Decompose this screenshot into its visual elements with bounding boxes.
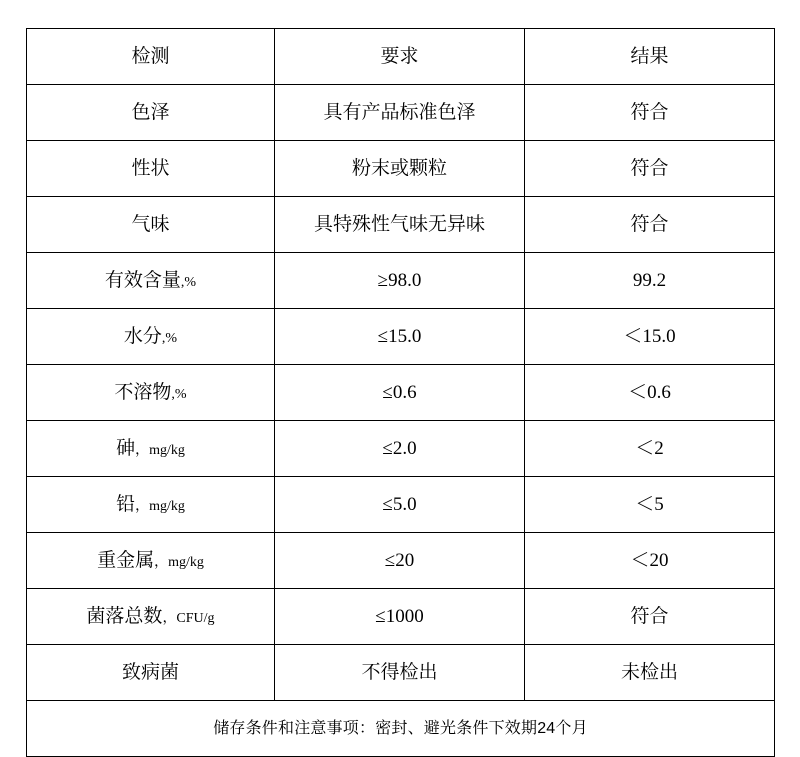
result-value: ＜5 <box>635 493 664 515</box>
cell-result <box>525 365 775 421</box>
cell-item <box>27 365 275 421</box>
header-cell-requirement <box>275 29 525 85</box>
item-unit: ,% <box>161 330 178 346</box>
requirement-value: ≤20 <box>384 549 415 571</box>
table-row <box>27 197 775 253</box>
result-value: 99.2 <box>632 269 667 291</box>
cell-result <box>525 85 775 141</box>
requirement-value: 粉末或颗粒 <box>351 157 447 179</box>
cell-result <box>525 253 775 309</box>
cell-item <box>27 645 275 701</box>
cell-result <box>525 645 775 701</box>
item-label: 不溶物,% <box>114 381 187 403</box>
item-unit: ，mg/kg <box>135 442 185 458</box>
cell-requirement <box>275 85 525 141</box>
cell-item <box>27 253 275 309</box>
result-value: 符合 <box>630 605 669 627</box>
table-row <box>27 365 775 421</box>
item-unit: ,% <box>180 274 197 290</box>
requirement-value: 不得检出 <box>361 661 438 683</box>
item-label: 菌落总数，CFU/g <box>86 605 215 627</box>
cell-result <box>525 533 775 589</box>
result-value: ＜20 <box>630 549 669 571</box>
requirement-value: ≤2.0 <box>382 437 417 459</box>
specification-table <box>26 28 775 757</box>
table-row <box>27 645 775 701</box>
result-value: ＜2 <box>635 437 664 459</box>
requirement-value: ≤15.0 <box>377 325 422 347</box>
cell-result <box>525 477 775 533</box>
header-item-label: 检测 <box>131 45 170 67</box>
cell-result <box>525 421 775 477</box>
item-label: 气味 <box>131 213 170 235</box>
item-label: 铅，mg/kg <box>116 493 185 515</box>
cell-item <box>27 533 275 589</box>
result-value: 符合 <box>630 101 669 123</box>
cell-result <box>525 589 775 645</box>
cell-requirement <box>275 253 525 309</box>
table-row <box>27 141 775 197</box>
table-row <box>27 253 775 309</box>
table-header-row <box>27 29 775 85</box>
table-row <box>27 85 775 141</box>
cell-item <box>27 421 275 477</box>
cell-item <box>27 141 275 197</box>
cell-requirement <box>275 197 525 253</box>
requirement-value: ≥98.0 <box>377 269 422 291</box>
result-value: ＜15.0 <box>623 325 676 347</box>
item-unit: ，mg/kg <box>154 554 204 570</box>
item-label: 有效含量,% <box>104 269 197 291</box>
item-label: 水分,% <box>123 325 178 347</box>
cell-requirement <box>275 365 525 421</box>
cell-item <box>27 589 275 645</box>
cell-item <box>27 309 275 365</box>
cell-requirement <box>275 421 525 477</box>
requirement-value: ≤1000 <box>375 605 424 627</box>
item-label: 致病菌 <box>121 661 179 683</box>
cell-result <box>525 309 775 365</box>
cell-requirement <box>275 533 525 589</box>
table-row <box>27 309 775 365</box>
table-row <box>27 477 775 533</box>
table-row <box>27 421 775 477</box>
header-requirement-label: 要求 <box>380 45 419 67</box>
header-cell-item <box>27 29 275 85</box>
result-value: 符合 <box>630 213 669 235</box>
result-value: 符合 <box>630 157 669 179</box>
item-label: 性状 <box>131 157 170 179</box>
storage-note-cell <box>27 701 775 757</box>
header-cell-result <box>525 29 775 85</box>
cell-requirement <box>275 309 525 365</box>
result-value: 未检出 <box>620 661 678 683</box>
table-row <box>27 589 775 645</box>
cell-result <box>525 197 775 253</box>
requirement-value: ≤0.6 <box>382 381 417 403</box>
table-body <box>27 29 775 757</box>
header-result-label: 结果 <box>630 45 669 67</box>
item-label: 砷，mg/kg <box>116 437 185 459</box>
storage-note-text: 储存条件和注意事项：密封、避光条件下效期24个月 <box>213 719 588 737</box>
cell-item <box>27 477 275 533</box>
cell-requirement <box>275 645 525 701</box>
item-label: 重金属，mg/kg <box>97 549 204 571</box>
item-unit: ，mg/kg <box>135 498 185 514</box>
cell-item <box>27 85 275 141</box>
cell-requirement <box>275 589 525 645</box>
cell-requirement <box>275 141 525 197</box>
cell-item <box>27 197 275 253</box>
item-label: 色泽 <box>131 101 170 123</box>
requirement-value: ≤5.0 <box>382 493 417 515</box>
item-unit: ，CFU/g <box>162 610 215 626</box>
cell-result <box>525 141 775 197</box>
cell-requirement <box>275 477 525 533</box>
requirement-value: 具有产品标准色泽 <box>323 101 476 123</box>
requirement-value: 具特殊性气味无异味 <box>313 213 485 235</box>
result-value: ＜0.6 <box>628 381 671 403</box>
table-row <box>27 533 775 589</box>
table-note-row <box>27 701 775 757</box>
item-unit: ,% <box>171 386 187 402</box>
